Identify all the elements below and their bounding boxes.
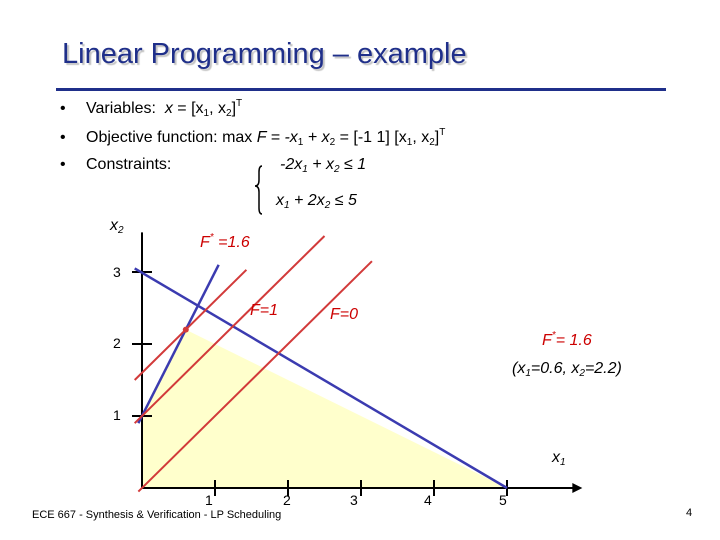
x-tick-5: 5 <box>499 492 507 508</box>
fstar-label-top <box>200 232 250 252</box>
opt-part: =0.6, x <box>530 360 580 377</box>
x-axis-arrow <box>572 483 582 493</box>
bullet-dot: • <box>60 156 66 173</box>
objective-part: ] <box>434 129 440 146</box>
c2-part: ≤ 5 <box>330 192 357 209</box>
sub: 1 <box>203 108 210 119</box>
objective-part: , x <box>412 129 430 146</box>
slide-footer: ECE 667 - Synthesis & Verification - LP Scheduling <box>32 509 282 521</box>
c1-part: ≤ 1 <box>339 156 367 173</box>
x-axis-letter: x <box>552 449 560 466</box>
y-axis-letter: x <box>110 217 118 234</box>
x-tick-4: 4 <box>424 492 432 508</box>
fstar-F: F <box>200 234 210 251</box>
constraint-brace <box>255 166 262 214</box>
sub: 1 <box>406 137 413 148</box>
sub: 2 <box>429 137 435 148</box>
objective-label: Objective function: max <box>86 129 253 146</box>
variables-close: ] <box>231 100 237 117</box>
bullet-dot: • <box>60 129 66 146</box>
f0-label: F=0 <box>330 306 359 323</box>
x-axis-label <box>552 449 566 468</box>
sub: 2 <box>118 225 124 236</box>
sub: 2 <box>329 137 336 148</box>
optimum-point-label <box>512 360 622 379</box>
feasible-region <box>142 330 507 488</box>
slide-title: Linear Programming – example <box>62 38 467 70</box>
sub: 1 <box>284 200 290 211</box>
vec-x: x <box>164 100 173 117</box>
objective-part: = [-1 1] [x <box>335 129 407 146</box>
x-tick-3: 3 <box>350 492 358 508</box>
variables-eq: = [x <box>172 100 204 117</box>
optimum-point <box>183 327 189 333</box>
objective-part: + x <box>303 129 330 146</box>
sub: 2 <box>334 164 340 175</box>
y-axis-label <box>110 217 124 236</box>
sub: 2 <box>226 108 232 119</box>
sub: 1 <box>297 137 304 148</box>
fstar-value: =1.6 <box>213 234 250 251</box>
sub: 1 <box>302 164 308 175</box>
page-number: 4 <box>686 507 693 519</box>
c1-part: + x <box>307 156 335 173</box>
fstar-value: = 1.6 <box>555 332 592 349</box>
variables-label: Variables: <box>86 100 156 117</box>
f1-label: F=1 <box>250 302 279 319</box>
c1-part: -2x <box>280 156 303 173</box>
x-tick-2: 2 <box>283 492 291 508</box>
opt-part: =2.2) <box>584 360 622 377</box>
opt-part: (x <box>512 360 526 377</box>
constraints-label: Constraints: <box>86 156 172 173</box>
y-tick-2: 2 <box>113 335 121 351</box>
fstar-F: F <box>542 332 552 349</box>
sub: 2 <box>324 200 331 211</box>
variables-comma: , x <box>209 100 226 117</box>
sup: T <box>236 98 243 109</box>
sup: * <box>551 330 556 341</box>
sub: 1 <box>525 368 531 379</box>
c2-part: + 2x <box>289 192 325 209</box>
fstar-label-right <box>542 330 592 350</box>
y-tick-1: 1 <box>113 407 121 423</box>
objective-part: = -x <box>266 129 298 146</box>
y-tick-3: 3 <box>113 264 121 280</box>
sub: 2 <box>579 368 585 379</box>
c2-part: x <box>276 192 284 209</box>
sup: * <box>209 232 214 243</box>
sub: 1 <box>560 457 566 468</box>
bullet-dot: • <box>60 100 66 117</box>
objective-F: F <box>256 129 267 146</box>
sup: T <box>439 127 446 138</box>
x-tick-1: 1 <box>205 492 213 508</box>
